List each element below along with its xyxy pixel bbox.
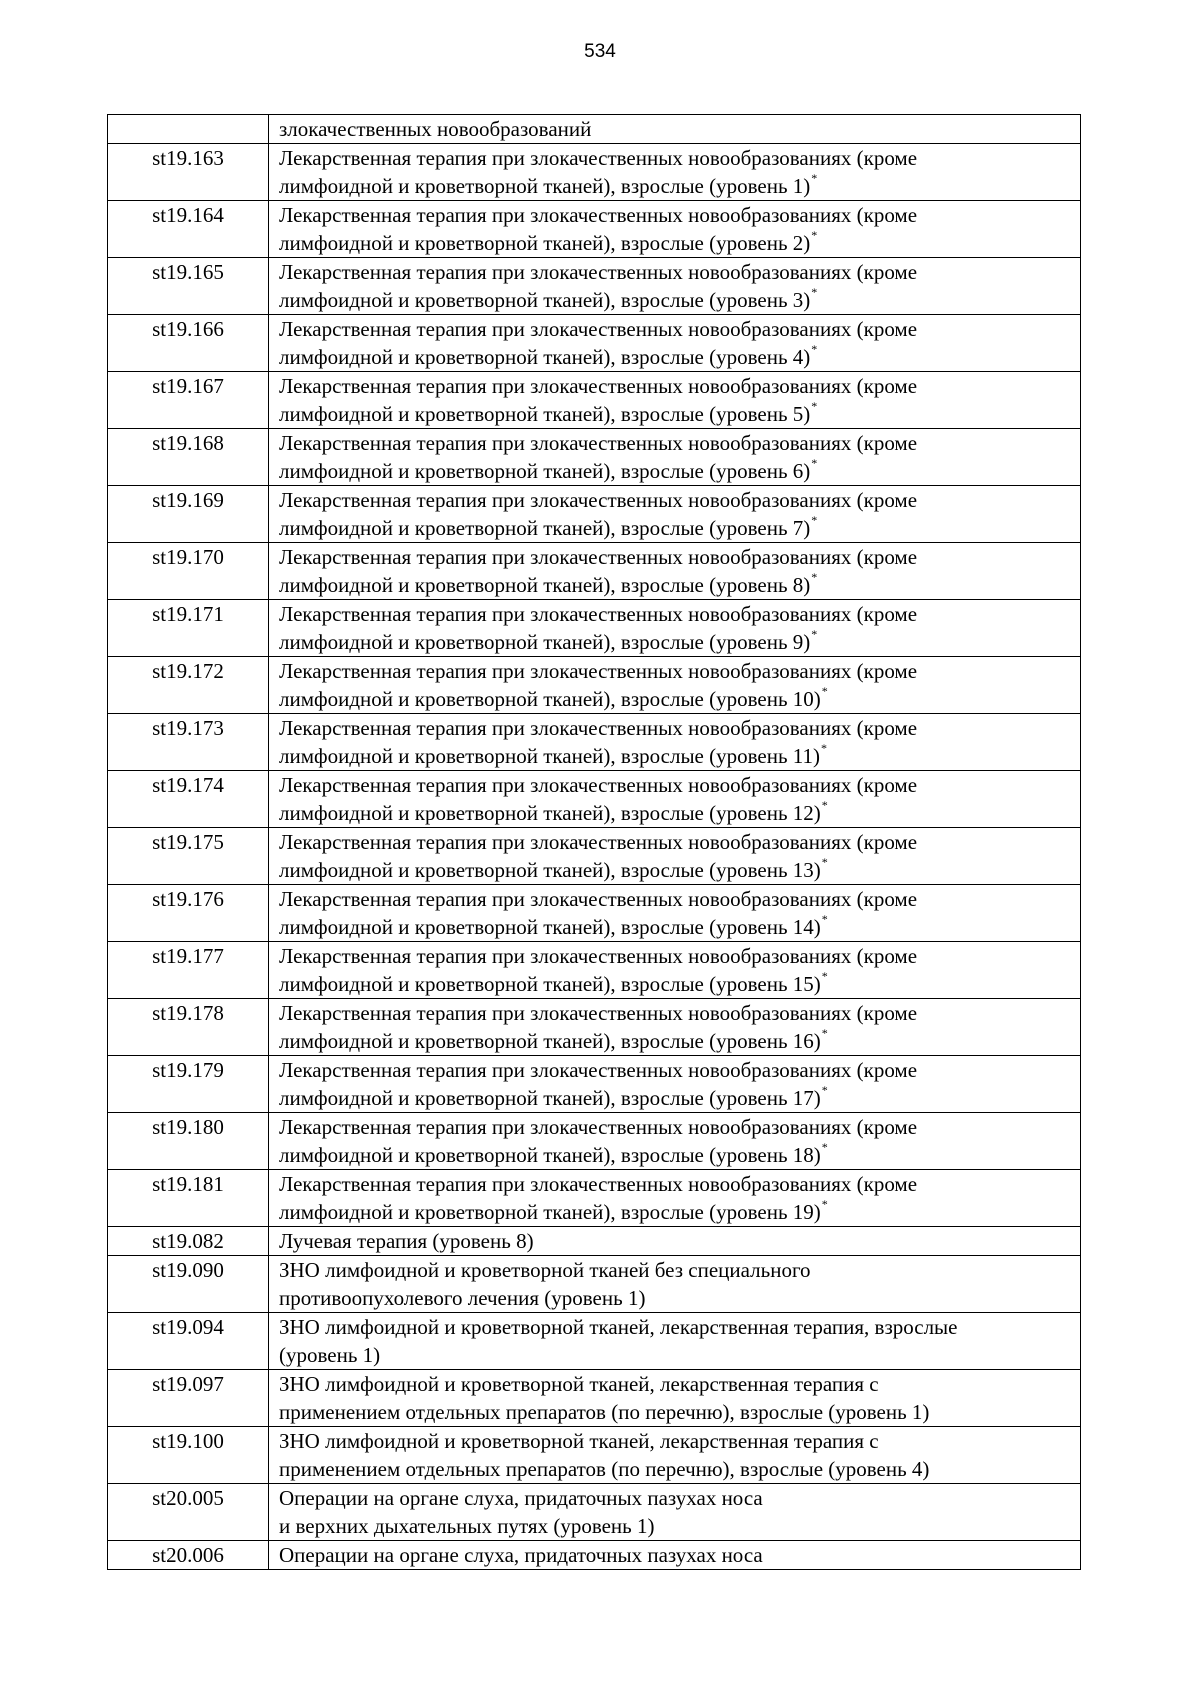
row-code: st19.172 [108, 657, 269, 714]
row-name-cell [269, 115, 1081, 144]
row-name-cell [269, 258, 1081, 315]
row-name: Лекарственная терапия при злокачественных новообразованиях (кроме лимфоидной и кроветворной тканей), взрослые (уровень 8) [279, 545, 918, 597]
row-name: Лекарственная терапия при злокачественных новообразованиях (кроме лимфоидной и кроветворной тканей), взрослые (уровень 3) [279, 260, 918, 312]
table-row [108, 372, 1081, 429]
table-row [108, 1170, 1081, 1227]
footnote-marker: * [811, 171, 818, 185]
footnote-marker: * [811, 570, 818, 584]
table-row [108, 315, 1081, 372]
row-code: st19.163 [108, 144, 269, 201]
footnote-marker: * [821, 912, 828, 926]
table-row [108, 543, 1081, 600]
row-name: Лекарственная терапия при злокачественных новообразованиях (кроме лимфоидной и кроветворной тканей), взрослые (уровень 15) [279, 944, 918, 996]
row-name: Лекарственная терапия при злокачественных новообразованиях (кроме лимфоидной и кроветворной тканей), взрослые (уровень 6) [279, 431, 918, 483]
row-name: Лекарственная терапия при злокачественных новообразованиях (кроме лимфоидной и кроветворной тканей), взрослые (уровень 16) [279, 1001, 918, 1053]
row-name-cell [269, 1484, 1081, 1541]
table-row [108, 1313, 1081, 1370]
row-code: st19.178 [108, 999, 269, 1056]
row-name-cell [269, 1227, 1081, 1256]
footnote-marker: * [811, 228, 818, 242]
table-row [108, 600, 1081, 657]
row-name: ЗНО лимфоидной и кроветворной тканей, лекарственная терапия с применением отдельных препаратов (по перечню), взрослые (уровень 4) [279, 1429, 930, 1481]
footnote-marker: * [821, 969, 828, 983]
row-name: Операции на органе слуха, придаточных пазухах носа [279, 1543, 763, 1567]
row-name: Лекарственная терапия при злокачественных новообразованиях (кроме лимфоидной и кроветворной тканей), взрослые (уровень 2) [279, 203, 918, 255]
row-code: st19.174 [108, 771, 269, 828]
row-name: Лекарственная терапия при злокачественных новообразованиях (кроме лимфоидной и кроветворной тканей), взрослые (уровень 1) [279, 146, 918, 198]
table-row [108, 828, 1081, 885]
table-row [108, 885, 1081, 942]
table-row [108, 657, 1081, 714]
row-code: st19.176 [108, 885, 269, 942]
row-name-cell [269, 1256, 1081, 1313]
row-code: st19.170 [108, 543, 269, 600]
row-name-cell [269, 1313, 1081, 1370]
row-name-cell [269, 372, 1081, 429]
row-code: st19.166 [108, 315, 269, 372]
row-name: Лекарственная терапия при злокачественных новообразованиях (кроме лимфоидной и кроветворной тканей), взрослые (уровень 17) [279, 1058, 918, 1110]
row-name-cell [269, 714, 1081, 771]
row-name: Лекарственная терапия при злокачественных новообразованиях (кроме лимфоидной и кроветворной тканей), взрослые (уровень 7) [279, 488, 918, 540]
row-name: Операции на органе слуха, придаточных пазухах носа и верхних дыхательных путях (уровень 1) [279, 1486, 763, 1538]
row-name: Лекарственная терапия при злокачественных новообразованиях (кроме лимфоидной и кроветворной тканей), взрослые (уровень 5) [279, 374, 918, 426]
row-name-cell [269, 828, 1081, 885]
footnote-marker: * [821, 798, 828, 812]
row-name-cell [269, 543, 1081, 600]
footnote-marker: * [811, 456, 818, 470]
footnote-marker: * [811, 399, 818, 413]
row-name-cell [269, 942, 1081, 999]
row-code [108, 115, 269, 144]
row-name: Лекарственная терапия при злокачественных новообразованиях (кроме лимфоидной и кроветворной тканей), взрослые (уровень 13) [279, 830, 918, 882]
row-name-cell [269, 429, 1081, 486]
table-row [108, 1541, 1081, 1570]
footnote-marker: * [821, 1140, 828, 1154]
footnote-marker: * [821, 1026, 828, 1040]
row-code: st20.006 [108, 1541, 269, 1570]
row-code: st19.177 [108, 942, 269, 999]
row-name: Лекарственная терапия при злокачественных новообразованиях (кроме лимфоидной и кроветворной тканей), взрослые (уровень 9) [279, 602, 918, 654]
table-row [108, 1427, 1081, 1484]
footnote-marker: * [821, 1083, 828, 1097]
row-name-cell [269, 999, 1081, 1056]
table-row [108, 714, 1081, 771]
row-code: st19.082 [108, 1227, 269, 1256]
table-row [108, 942, 1081, 999]
table-row [108, 1056, 1081, 1113]
row-code: st19.094 [108, 1313, 269, 1370]
row-name-cell [269, 1170, 1081, 1227]
row-name-cell [269, 486, 1081, 543]
row-name: Лекарственная терапия при злокачественных новообразованиях (кроме лимфоидной и кроветворной тканей), взрослые (уровень 4) [279, 317, 918, 369]
table-body [108, 115, 1081, 1570]
row-code: st19.097 [108, 1370, 269, 1427]
row-name-cell [269, 657, 1081, 714]
row-name-cell [269, 885, 1081, 942]
table-row [108, 486, 1081, 543]
row-code: st19.169 [108, 486, 269, 543]
row-name: Лучевая терапия (уровень 8) [279, 1229, 534, 1253]
row-name-cell [269, 600, 1081, 657]
row-name: Лекарственная терапия при злокачественных новообразованиях (кроме лимфоидной и кроветворной тканей), взрослые (уровень 10) [279, 659, 918, 711]
row-code: st19.179 [108, 1056, 269, 1113]
row-code: st19.090 [108, 1256, 269, 1313]
tariff-table [107, 114, 1081, 1570]
footnote-marker: * [821, 684, 828, 698]
row-name-cell [269, 1113, 1081, 1170]
row-code: st19.180 [108, 1113, 269, 1170]
row-name: Лекарственная терапия при злокачественных новообразованиях (кроме лимфоидной и кроветворной тканей), взрослые (уровень 11) [279, 716, 918, 768]
table-row [108, 1370, 1081, 1427]
table-row [108, 1227, 1081, 1256]
row-code: st19.173 [108, 714, 269, 771]
row-name: Лекарственная терапия при злокачественных новообразованиях (кроме лимфоидной и кроветворной тканей), взрослые (уровень 12) [279, 773, 918, 825]
row-name-cell [269, 771, 1081, 828]
row-name-cell [269, 1427, 1081, 1484]
footnote-marker: * [821, 855, 828, 869]
row-code: st20.005 [108, 1484, 269, 1541]
row-name-cell [269, 1056, 1081, 1113]
footnote-marker: * [821, 1197, 828, 1211]
row-name: злокачественных новообразований [279, 117, 592, 141]
row-name-cell [269, 201, 1081, 258]
row-name-cell [269, 1370, 1081, 1427]
row-code: st19.165 [108, 258, 269, 315]
table-row [108, 999, 1081, 1056]
footnote-marker: * [811, 285, 818, 299]
table-row [108, 201, 1081, 258]
row-name: ЗНО лимфоидной и кроветворной тканей без специального противоопухолевого лечения (уровень 1) [279, 1258, 811, 1310]
row-code: st19.168 [108, 429, 269, 486]
table-row [108, 144, 1081, 201]
row-name-cell [269, 144, 1081, 201]
row-code: st19.175 [108, 828, 269, 885]
table-row [108, 1256, 1081, 1313]
table-row [108, 1484, 1081, 1541]
page-number: 534 [584, 41, 616, 62]
footnote-marker: * [811, 627, 818, 641]
row-name: Лекарственная терапия при злокачественных новообразованиях (кроме лимфоидной и кроветворной тканей), взрослые (уровень 19) [279, 1172, 918, 1224]
footnote-marker: * [811, 513, 818, 527]
row-code: st19.100 [108, 1427, 269, 1484]
footnote-marker: * [821, 741, 828, 755]
row-code: st19.181 [108, 1170, 269, 1227]
table-row [108, 1113, 1081, 1170]
table-row [108, 429, 1081, 486]
row-name: ЗНО лимфоидной и кроветворной тканей, лекарственная терапия, взрослые (уровень 1) [279, 1315, 958, 1367]
footnote-marker: * [811, 342, 818, 356]
row-name-cell [269, 1541, 1081, 1570]
row-name: Лекарственная терапия при злокачественных новообразованиях (кроме лимфоидной и кроветворной тканей), взрослые (уровень 14) [279, 887, 918, 939]
row-name: Лекарственная терапия при злокачественных новообразованиях (кроме лимфоидной и кроветворной тканей), взрослые (уровень 18) [279, 1115, 918, 1167]
table-row [108, 258, 1081, 315]
table-row [108, 771, 1081, 828]
row-code: st19.164 [108, 201, 269, 258]
row-code: st19.171 [108, 600, 269, 657]
row-name: ЗНО лимфоидной и кроветворной тканей, лекарственная терапия с применением отдельных препаратов (по перечню), взрослые (уровень 1) [279, 1372, 930, 1424]
table-row [108, 115, 1081, 144]
row-name-cell [269, 315, 1081, 372]
row-code: st19.167 [108, 372, 269, 429]
